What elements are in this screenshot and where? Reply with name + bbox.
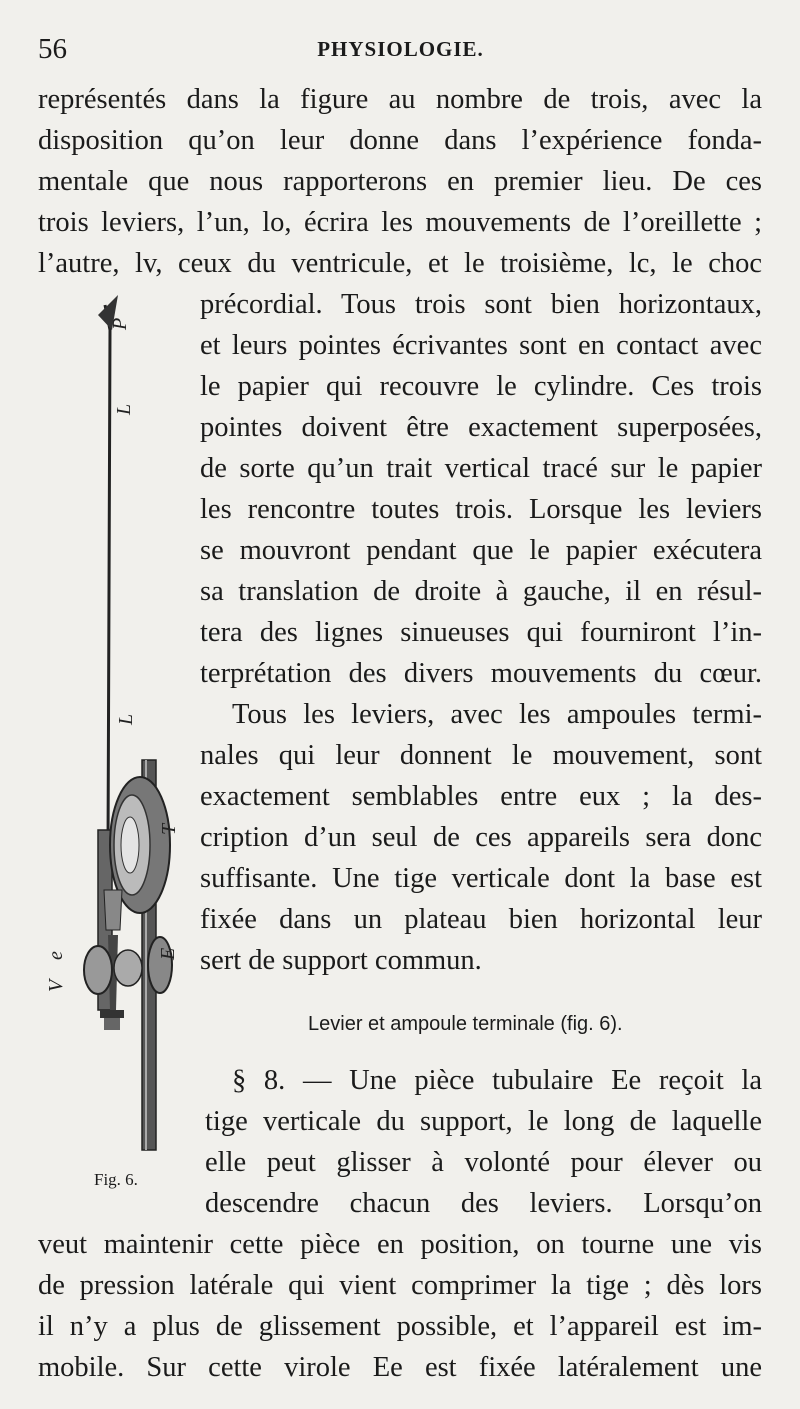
text-line: sa translation de droite à gauche, il en résul- [200, 576, 762, 607]
figure-label: Fig. 6. [94, 1170, 138, 1189]
text-line: fixée dans un plateau bien horizontal leur [200, 904, 762, 935]
text-line: nales qui leur donnent le mouvement, sont [200, 740, 762, 771]
text-line: trois leviers, l’un, lo, écrira les mouvements de l’oreillette ; [38, 207, 762, 238]
text-line: disposition qu’on leur donne dans l’expérience fonda- [38, 125, 762, 156]
text-line: l’autre, lv, ceux du ventricule, et le troisième, lc, le choc [38, 248, 762, 279]
text-line: exactement semblables entre eux ; la des- [200, 781, 762, 812]
text-line: de sorte qu’un trait vertical tracé sur le papier [200, 453, 762, 484]
text-line: sert de support commun. [200, 945, 482, 976]
text-line: elle peut glisser à volonté pour élever ou [205, 1147, 762, 1178]
text-line: terprétation des divers mouvements du cœur. [200, 658, 762, 689]
text-line: les rencontre toutes trois. Lorsque les leviers [200, 494, 762, 525]
text-line: mobile. Sur cette virole Ee est fixée latéralement une [38, 1352, 762, 1383]
figure-letter: V [45, 979, 67, 992]
lever-illustration [45, 290, 200, 1170]
text-line: mentale que nous rapporterons en premier lieu. De ces [38, 166, 762, 197]
text-line: et leurs pointes écrivantes sont en contact avec [200, 330, 762, 361]
text-line: descendre chacun des leviers. Lorsqu’on [205, 1188, 762, 1219]
figure-letter: P [109, 317, 131, 330]
text-line: Tous les leviers, avec les ampoules termi- [232, 699, 762, 730]
text-line: tige verticale du support, le long de laquelle [205, 1106, 762, 1137]
text-line: tera des lignes sinueuses qui fourniront l’in- [200, 617, 762, 648]
page-number: 56 [38, 33, 67, 65]
text-line: se mouvront pendant que le papier exécutera [200, 535, 762, 566]
figure-caption: Levier et ampoule terminale (fig. 6). [308, 1013, 623, 1035]
figure-letter: T [158, 823, 180, 835]
text-line: précordial. Tous trois sont bien horizontaux, [200, 289, 762, 320]
figure-letter: L [113, 403, 135, 415]
figure-letter: e [45, 951, 67, 960]
running-title: PHYSIOLOGIE. [317, 37, 484, 61]
text-line: veut maintenir cette pièce en position, on tourne une vis [38, 1229, 762, 1260]
text-line: le papier qui recouvre le cylindre. Ces trois [200, 371, 762, 402]
text-line: de pression latérale qui vient comprimer la tige ; dès lors [38, 1270, 762, 1301]
page-header [38, 33, 763, 69]
figure-letter: E [157, 947, 179, 960]
text-line: il n’y a plus de glissement possible, et l’appareil est im- [38, 1311, 762, 1342]
text-line: suffisante. Une tige verticale dont la base est [200, 863, 762, 894]
figure-letter: L [115, 713, 137, 725]
text-line: pointes doivent être exactement superposées, [200, 412, 762, 443]
text-line: § 8. — Une pièce tubulaire Ee reçoit la [232, 1065, 762, 1096]
text-line: représentés dans la figure au nombre de trois, avec la [38, 84, 762, 115]
text-line: cription d’un seul de ces appareils sera donc [200, 822, 762, 853]
